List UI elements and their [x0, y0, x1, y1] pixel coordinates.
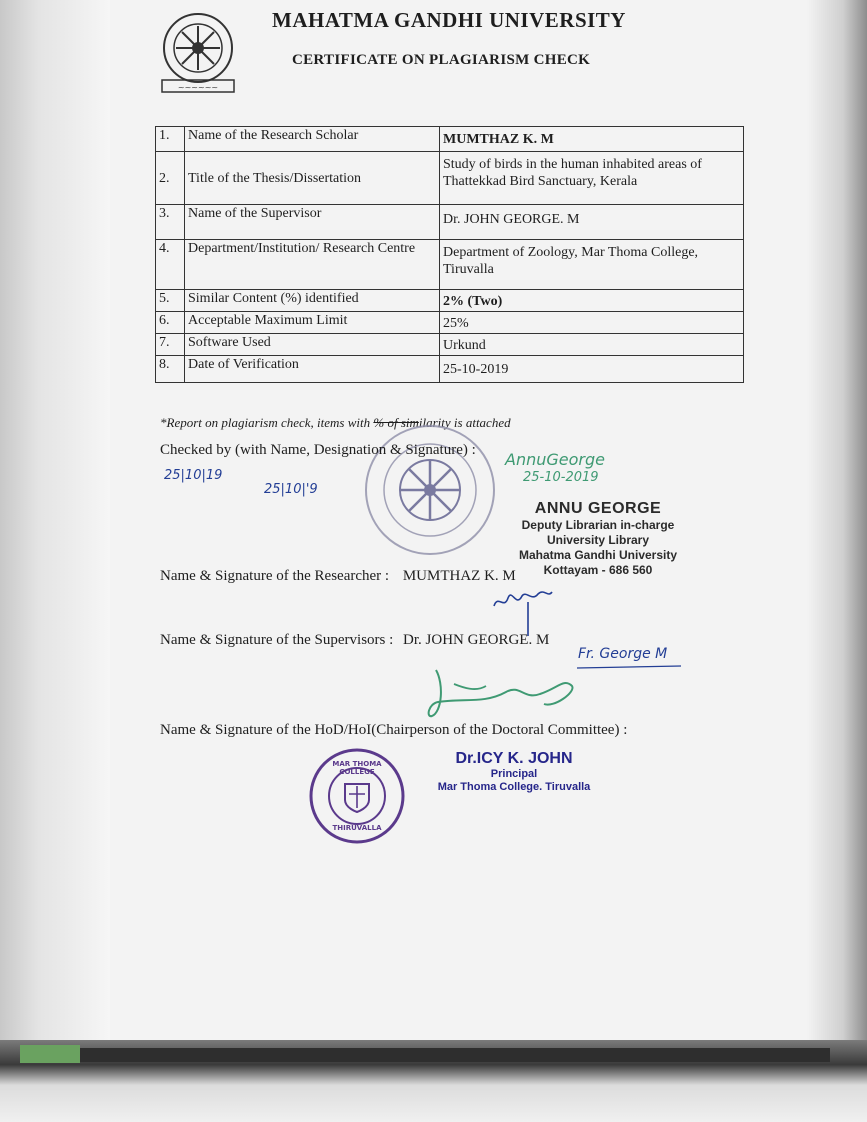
row-label: Software Used	[185, 334, 440, 356]
row-value: Department of Zoology, Mar Thoma College, Tiruvalla	[440, 240, 744, 290]
row-label: Acceptable Maximum Limit	[185, 312, 440, 334]
row-label: Name of the Research Scholar	[185, 127, 440, 152]
row-value: MUMTHAZ K. M	[440, 127, 744, 152]
college-seal-top-text: MAR THOMA COLLEGE	[332, 760, 382, 776]
book-ribbon	[20, 1045, 80, 1063]
hod-signature	[424, 664, 584, 728]
table-row	[156, 312, 744, 334]
row-number: 2.	[156, 152, 185, 205]
table-row	[156, 290, 744, 312]
certificate-title: CERTIFICATE ON PLAGIARISM CHECK	[292, 52, 591, 68]
note-suffix: ilarity is attached	[418, 415, 511, 430]
table-row	[156, 127, 744, 152]
supervisor-name: Dr. JOHN GEORGE. M	[403, 632, 550, 648]
row-label: Date of Verification	[185, 356, 440, 383]
book-spine-edge	[70, 1048, 830, 1062]
university-library-seal	[360, 420, 500, 560]
row-number: 4.	[156, 240, 185, 290]
page-shadow-left	[0, 0, 110, 1050]
university-title: MAHATMA GANDHI UNIVERSITY	[272, 8, 626, 32]
researcher-label: Name & Signature of the Researcher :	[160, 568, 390, 584]
row-label: Similar Content (%) identified	[185, 290, 440, 312]
row-value: Study of birds in the human inhabited areas of Thattekkad Bird Sanctuary, Kerala	[440, 152, 744, 205]
row-value: 2% (Two)	[440, 290, 744, 312]
svg-text:~~~~~~: ~~~~~~	[177, 83, 219, 92]
row-value: 25-10-2019	[440, 356, 744, 383]
table-row	[156, 334, 744, 356]
librarian-stamp-block	[498, 500, 698, 578]
supervisor-signature: Fr. George M	[578, 646, 668, 662]
row-number: 8.	[156, 356, 185, 383]
table-row	[156, 205, 744, 240]
researcher-row	[160, 568, 516, 585]
handwritten-date-1: 25|10|19	[164, 468, 223, 483]
librarian-signature-date: 25-10-2019	[523, 470, 599, 485]
librarian-name: ANNU GEORGE	[534, 500, 662, 517]
checked-by-label: Checked by (with Name, Designation & Signature) :	[160, 442, 476, 458]
hod-label: Name & Signature of the HoD/HoI(Chairperson of the Doctoral Committee) :	[160, 722, 628, 738]
handwritten-date-2: 25|10|'9	[264, 482, 318, 497]
row-value: Dr. JOHN GEORGE. M	[440, 205, 744, 240]
researcher-name: MUMTHAZ K. M	[402, 568, 516, 584]
library-university: Mahatma Gandhi University	[518, 548, 678, 562]
supervisor-label: Name & Signature of the Supervisors :	[160, 632, 394, 648]
principal-stamp-block	[424, 750, 604, 794]
note-prefix: *Report on plagiarism check, items with	[160, 415, 374, 430]
plagiarism-info-table	[155, 126, 744, 383]
row-number: 1.	[156, 127, 185, 152]
library-address: Kottayam - 686 560	[543, 563, 653, 577]
library-name: University Library	[546, 533, 650, 547]
row-value: 25%	[440, 312, 744, 334]
university-emblem-icon	[156, 10, 240, 94]
row-number: 6.	[156, 312, 185, 334]
row-value: Urkund	[440, 334, 744, 356]
row-number: 7.	[156, 334, 185, 356]
table-row	[156, 152, 744, 205]
row-label: Name of the Supervisor	[185, 205, 440, 240]
supervisor-signature-underline	[575, 664, 685, 670]
principal-college: Mar Thoma College. Tiruvalla	[437, 781, 591, 793]
row-label: Department/Institution/ Research Centre	[185, 240, 440, 290]
principal-name: Dr.ICY K. JOHN	[455, 750, 573, 767]
table-row	[156, 356, 744, 383]
note-struck: % of sim	[373, 415, 419, 430]
college-seal-bottom-text: THIRUVALLA	[332, 824, 382, 832]
row-number: 3.	[156, 205, 185, 240]
librarian-signature: AnnuGeorge	[505, 450, 605, 469]
row-number: 5.	[156, 290, 185, 312]
row-label: Title of the Thesis/Dissertation	[185, 152, 440, 205]
librarian-title: Deputy Librarian in-charge	[521, 518, 675, 532]
principal-title: Principal	[490, 768, 538, 780]
table-row	[156, 240, 744, 290]
supervisor-row	[160, 632, 549, 649]
page-shadow-right	[807, 0, 867, 1060]
